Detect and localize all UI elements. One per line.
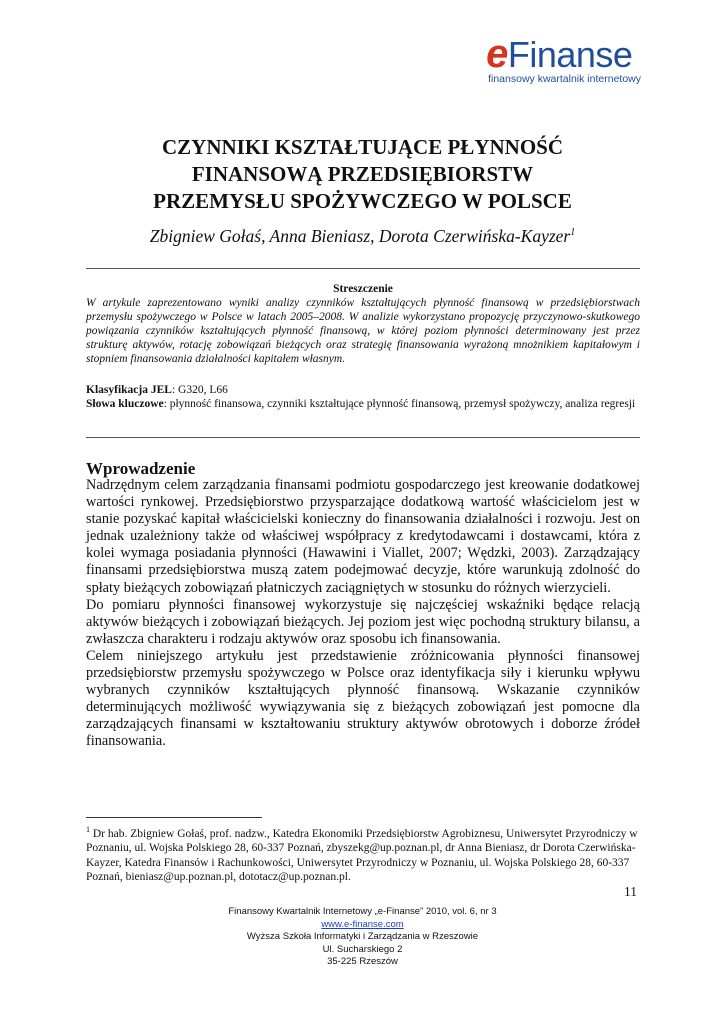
title-line-3: PRZEMYSŁU SPOŻYWCZEGO W POLSCE (153, 189, 572, 213)
paragraph: Do pomiaru płynności finansowej wykorzystuje się najczęściej wskaźniki będące relacją aktywów bieżących i zobowiązań bieżących. Jej poziom jest więc pochodną struktury bilansu, a zwłaszcza charakteru i rodzaju aktywów oraz sposobu ich finansowania. (86, 596, 640, 647)
author-names: Zbigniew Gołaś, Anna Bieniasz, Dorota Czerwińska-Kayzer (149, 226, 571, 246)
efinanse-logo (486, 34, 641, 85)
keywords-value: : płynność finansowa, czynniki kształtujące płynność finansową, przemysł spożywczy, analiza regresji (163, 398, 636, 410)
abstract-text: W artykule zaprezentowano wyniki analizy czynników kształtujących płynność finansową w przedsiębiorstwach przemysłu spożywczego w Polsce w latach 2005–2008. W analizie wykorzystano propozycję przyczynowo-skutkowego powiązania czynników kształtujących płynność finansową, w której poziom płynności determinowany jest przez strukturę aktywów, rotację zobowiązań bieżących oraz strategię finansowania wyrażoną mnożnikiem kapitałowym i stopniem finansowania działalności kapitałem własnym. (86, 297, 640, 365)
footer-publisher: Wyższa Szkoła Informatyki i Zarządzania w Rzeszowie (246, 931, 479, 942)
section-title: Wprowadzenie (86, 459, 196, 478)
footnote (86, 823, 646, 885)
authors (70, 226, 655, 247)
footnote-divider (86, 817, 262, 818)
paper-title (70, 134, 655, 215)
footer-url-link[interactable]: www.e-finanse.com (321, 918, 404, 930)
footer-street: Ul. Sucharskiego 2 (322, 943, 403, 955)
logo-tagline: finansowy kwartalnik internetowy (488, 73, 641, 85)
footer-journal: Finansowy Kwartalnik Internetowy „e-Finanse” 2010, vol. 6, nr 3 (228, 906, 497, 917)
abstract-heading: Streszczenie (333, 283, 393, 295)
footer-city: 35-225 Rzeszów (327, 956, 398, 967)
title-line-1: CZYNNIKI KSZTAŁTUJĄCE PŁYNNOŚĆ (161, 135, 563, 159)
footnote-marker: 1 (86, 825, 90, 834)
page-number: 11 (624, 884, 637, 899)
jel-value: : G320, L66 (171, 384, 228, 396)
metadata (86, 383, 640, 411)
section-body (86, 477, 640, 751)
author-footnote-marker: 1 (570, 227, 576, 239)
logo-letter-e: e (486, 32, 508, 76)
bottom-divider (86, 437, 640, 438)
top-divider (86, 268, 640, 269)
paragraph: Nadrzędnym celem zarządzania finansami podmiotu gospodarczego jest kreowanie dodatkowej wartości rynkowej. Przedsiębiorstwo przysparzające dodatkową wartość właścicielom jest w stanie pozyskać kapitał właścicielski konieczny do finansowania działalności i rozwoju. Jest on jednak uzależniony także od właściwej współpracy z kredytodawcami i dostawcami, która z kolei wymaga posiadania płynności (Hawawini i Viallet, 2007; Wędzki, 2003). Zarządzający finansami przedsiębiorstwa muszą zatem podejmować decyzje, które warunkują zdolność do spłaty bieżących zobowiązań płatniczych zaciągniętych w stosunku do różnych wierzycieli. (86, 477, 640, 596)
keywords-label: Słowa kluczowe (86, 398, 164, 410)
logo-name: Finanse (507, 34, 633, 75)
paragraph: Celem niniejszego artykułu jest przedstawienie zróżnicowania płynności finansowej przedsiębiorstw przemysłu spożywczego w Polsce oraz identyfikacja siły i kierunku wpływu wybranych czynników kształtujących płynność finansową. Wskazanie czynników determinujących możliwość wywiązywania się z bieżących zobowiązań jest pomocne dla zarządzających finansami w kształtowaniu struktury aktywów obrotowych i doborze źródeł finansowania. (86, 647, 640, 750)
footnote-text: Dr hab. Zbigniew Gołaś, prof. nadzw., Katedra Ekonomiki Przedsiębiorstw Agrobiznesu, Uniwersytet Przyrodniczy w Poznaniu, ul. Wojska Polskiego 28, 60-337 Poznań, zbyszekg@up.poznan.pl, dr Anna Bieniasz, dr Dorota Czerwińska-Kayzer, Katedra Finansów i Rachunkowości, Uniwersytet Przyrodniczy w Poznaniu, ul. Wojska Polskiego 28, 60-337 Poznań, bieniasz@up.poznan.pl, dototacz@up.poznan.pl. (86, 827, 638, 884)
page-footer (0, 906, 725, 969)
jel-label: Klasyfikacja JEL (86, 384, 172, 396)
title-line-2: FINANSOWĄ PRZEDSIĘBIORSTW (191, 162, 534, 186)
